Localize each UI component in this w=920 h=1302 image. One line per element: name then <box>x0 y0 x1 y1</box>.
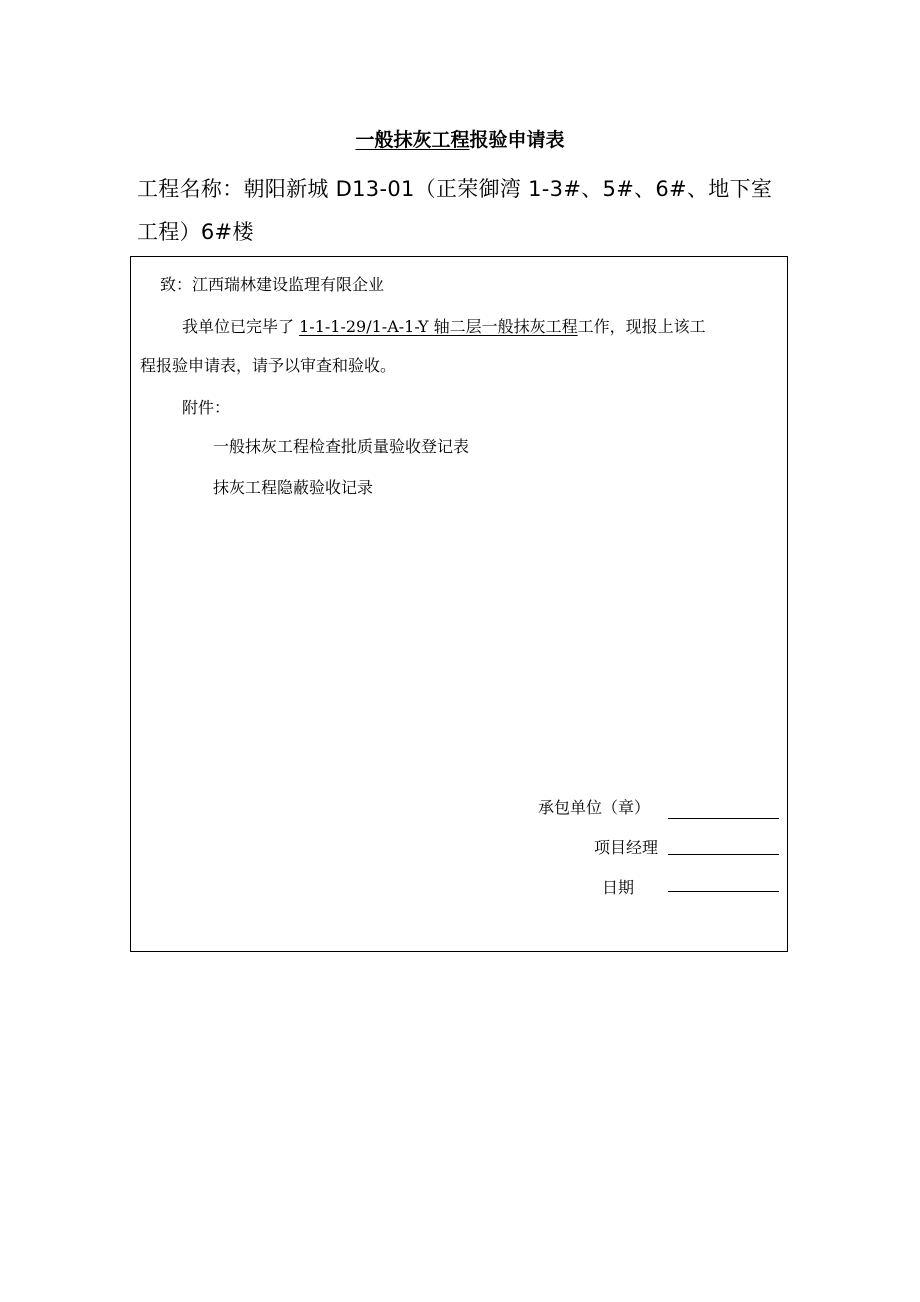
project-manager-label: 项目经理 <box>594 838 659 857</box>
application-form-box <box>130 256 788 952</box>
date-label: 日期 <box>602 878 635 897</box>
attachment-item: 一般抹灰工程检查批质量验收登记表 <box>213 437 470 456</box>
contractor-signature-field[interactable] <box>668 818 779 819</box>
date-field[interactable] <box>668 891 779 892</box>
project-name: 工程名称：朝阳新城 D13-01（正荣御湾 1-3#、5#、6#、地下室工程）6#楼 <box>137 177 773 244</box>
title-rest: 报验申请表 <box>469 129 565 151</box>
project-manager-signature-field[interactable] <box>668 854 779 855</box>
work-scope: 1-1-1-29/1-A-1-Y 轴二层一般抹灰工程 <box>299 317 578 336</box>
contractor-label: 承包单位（章） <box>538 798 651 817</box>
body-line-1 <box>182 316 706 338</box>
page-title <box>0 126 920 154</box>
attachment-item: 抹灰工程隐蔽验收记录 <box>213 478 374 497</box>
body-line-2: 程报验申请表，请予以审查和验收。 <box>140 356 397 375</box>
attachments-label: 附件： <box>182 398 231 417</box>
body-prefix: 我单位已完毕了 <box>182 317 295 336</box>
body-suffix: 工作，现报上该工 <box>577 317 706 336</box>
recipient-line: 致：江西瑞林建设监理有限企业 <box>160 275 385 294</box>
title-underlined: 一般抹灰工程 <box>355 129 470 151</box>
